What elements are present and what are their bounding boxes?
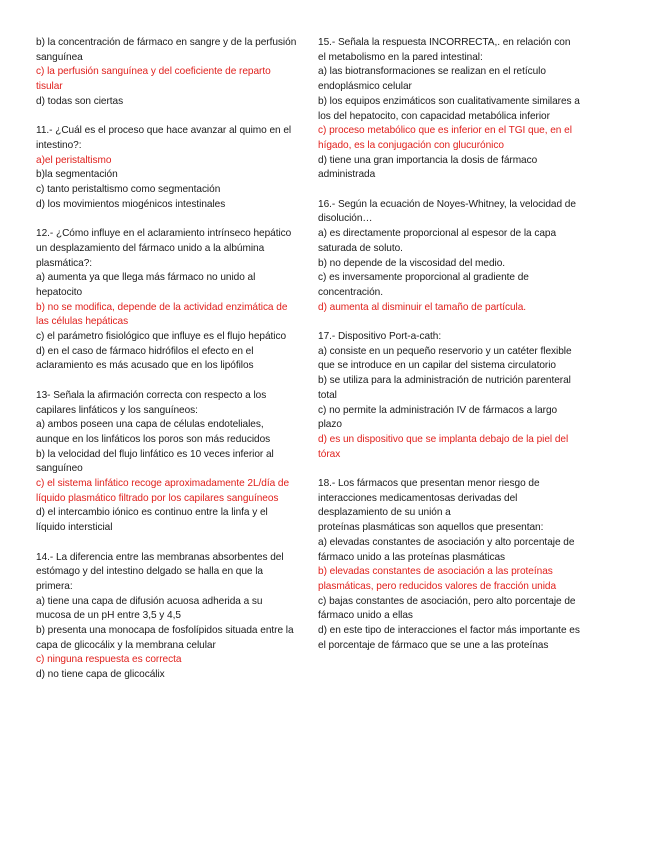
question-text-line1: 18.- Los fármacos que presentan menor riesgo de interacciones medicamentosas derivadas del desplazamiento de su unión a bbox=[318, 478, 540, 519]
question-text: 17.- Dispositivo Port-a-cath: bbox=[318, 331, 442, 343]
option-b: b) se utiliza para la administración de nutrición parenteral total bbox=[318, 375, 571, 401]
question-17 bbox=[318, 330, 580, 462]
option-a: a) ambos poseen una capa de células endoteliales, aunque en los linfáticos los poros son más reducidos bbox=[36, 419, 271, 445]
option-d: d) no tiene capa de glicocálix bbox=[36, 669, 165, 681]
option-a-correct: a)el peristaltismo bbox=[36, 154, 112, 166]
right-column bbox=[318, 36, 580, 668]
question-14 bbox=[36, 551, 298, 683]
question-11 bbox=[36, 124, 298, 212]
question-text: 12.- ¿Cómo influye en el aclaramiento intrínseco hepático un desplazamiento del fármaco unido a la albúmina plasmática?: bbox=[36, 228, 292, 269]
option-b-correct: b) elevadas constantes de asociación a las proteínas plasmáticas, pero reducidos valores de fracción unida bbox=[318, 566, 557, 592]
option-a: a) elevadas constantes de asociación y alto porcentaje de fármaco unido a las proteínas plasmáticas bbox=[318, 536, 575, 563]
option-a: a) tiene una capa de difusión acuosa adherida a su mucosa de un pH entre 3,5 y 4,5 bbox=[36, 595, 263, 622]
option-b: b) la concentración de fármaco en sangre y de la perfusión sanguínea bbox=[36, 37, 297, 63]
option-c-correct: c) proceso metabólico que es inferior en el TGI que, en el hígado, es la conjugación con glucurónico bbox=[318, 125, 572, 151]
question-18 bbox=[318, 477, 580, 653]
question-13 bbox=[36, 389, 298, 536]
option-c-correct: c) el sistema linfático recoge aproximadamente 2L/día de líquido plasmático filtrado por los capilares sanguíneos bbox=[36, 478, 290, 504]
option-c: c) es inversamente proporcional al gradiente de concentración. bbox=[318, 272, 529, 298]
option-b-correct: b) no se modifica, depende de la actividad enzimática de las células hepáticas bbox=[36, 301, 288, 328]
question-15 bbox=[318, 36, 580, 183]
option-b: b)la segmentación bbox=[36, 169, 118, 181]
option-b: b) presenta una monocapa de fosfolípidos situada entre la capa de glicocálix y la membrana celular bbox=[36, 625, 294, 651]
option-c-correct: c) la perfusión sanguínea y del coeficiente de reparto tisular bbox=[36, 66, 271, 93]
option-a: a) es directamente proporcional al espesor de la capa saturada de soluto. bbox=[318, 228, 557, 254]
option-c: c) no permite la administración IV de fármacos a largo plazo bbox=[318, 404, 558, 431]
option-d: d) en este tipo de interacciones el factor más importante es el porcentaje de fármaco que se une a las proteínas bbox=[318, 625, 580, 651]
question-12 bbox=[36, 227, 298, 374]
option-d: d) todas son ciertas bbox=[36, 95, 124, 107]
question-10-tail bbox=[36, 36, 298, 110]
option-d: d) tiene una gran importancia la dosis de fármaco administrada bbox=[318, 154, 538, 181]
option-a: a) las biotransformaciones se realizan en el retículo endoplásmico celular bbox=[318, 66, 546, 93]
question-16 bbox=[318, 198, 580, 316]
option-b: b) los equipos enzimáticos son cualitativamente similares a los del hepatocito, con capacidad metabólica inferior bbox=[318, 95, 580, 122]
option-c: c) bajas constantes de asociación, pero alto porcentaje de fármaco unido a ellas bbox=[318, 595, 576, 622]
question-text: 13- Señala la afirmación correcta con respecto a los capilares linfáticos y los sanguíneos: bbox=[36, 389, 267, 416]
option-d: d) los movimientos miogénicos intestinales bbox=[36, 198, 226, 210]
option-b: b) la velocidad del flujo linfático es 10 veces inferior al sanguíneo bbox=[36, 448, 274, 475]
question-text: 16.- Según la ecuación de Noyes-Whitney, la velocidad de disolución… bbox=[318, 198, 576, 225]
option-d: d) en el caso de fármaco hidrófilos el efecto en el aclaramiento es más acusado que en los lipófilos bbox=[36, 345, 254, 372]
option-a: a) aumenta ya que llega más fármaco no unido al hepatocito bbox=[36, 272, 256, 298]
option-d-correct: d) aumenta al disminuir el tamaño de partícula. bbox=[318, 301, 527, 313]
left-column bbox=[36, 36, 298, 698]
option-a: a) consiste en un pequeño reservorio y un catéter flexible que se introduce en un capilar del sistema circulatorio bbox=[318, 345, 572, 372]
option-c: c) tanto peristaltismo como segmentación bbox=[36, 184, 221, 196]
option-d: d) el intercambio iónico es continuo entre la linfa y el líquido intersticial bbox=[36, 507, 268, 534]
option-c: c) el parámetro fisiológico que influye es el flujo hepático bbox=[36, 331, 287, 343]
option-d-correct: d) es un dispositivo que se implanta debajo de la piel del tórax bbox=[318, 433, 569, 460]
option-b: b) no depende de la viscosidad del medio. bbox=[318, 257, 506, 269]
question-text-line2: proteínas plasmáticas son aquellos que presentan: bbox=[318, 522, 544, 534]
question-text: 15.- Señala la respuesta INCORRECTA,. en relación con el metabolismo en la pared intestinal: bbox=[318, 37, 571, 63]
question-text: 14.- La diferencia entre las membranas absorbentes del estómago y del intestino delgado se halla en que la primera: bbox=[36, 551, 284, 592]
question-text: 11.- ¿Cuál es el proceso que hace avanzar al quimo en el intestino?: bbox=[36, 125, 292, 151]
option-c-correct: c) ninguna respuesta es correcta bbox=[36, 654, 182, 666]
